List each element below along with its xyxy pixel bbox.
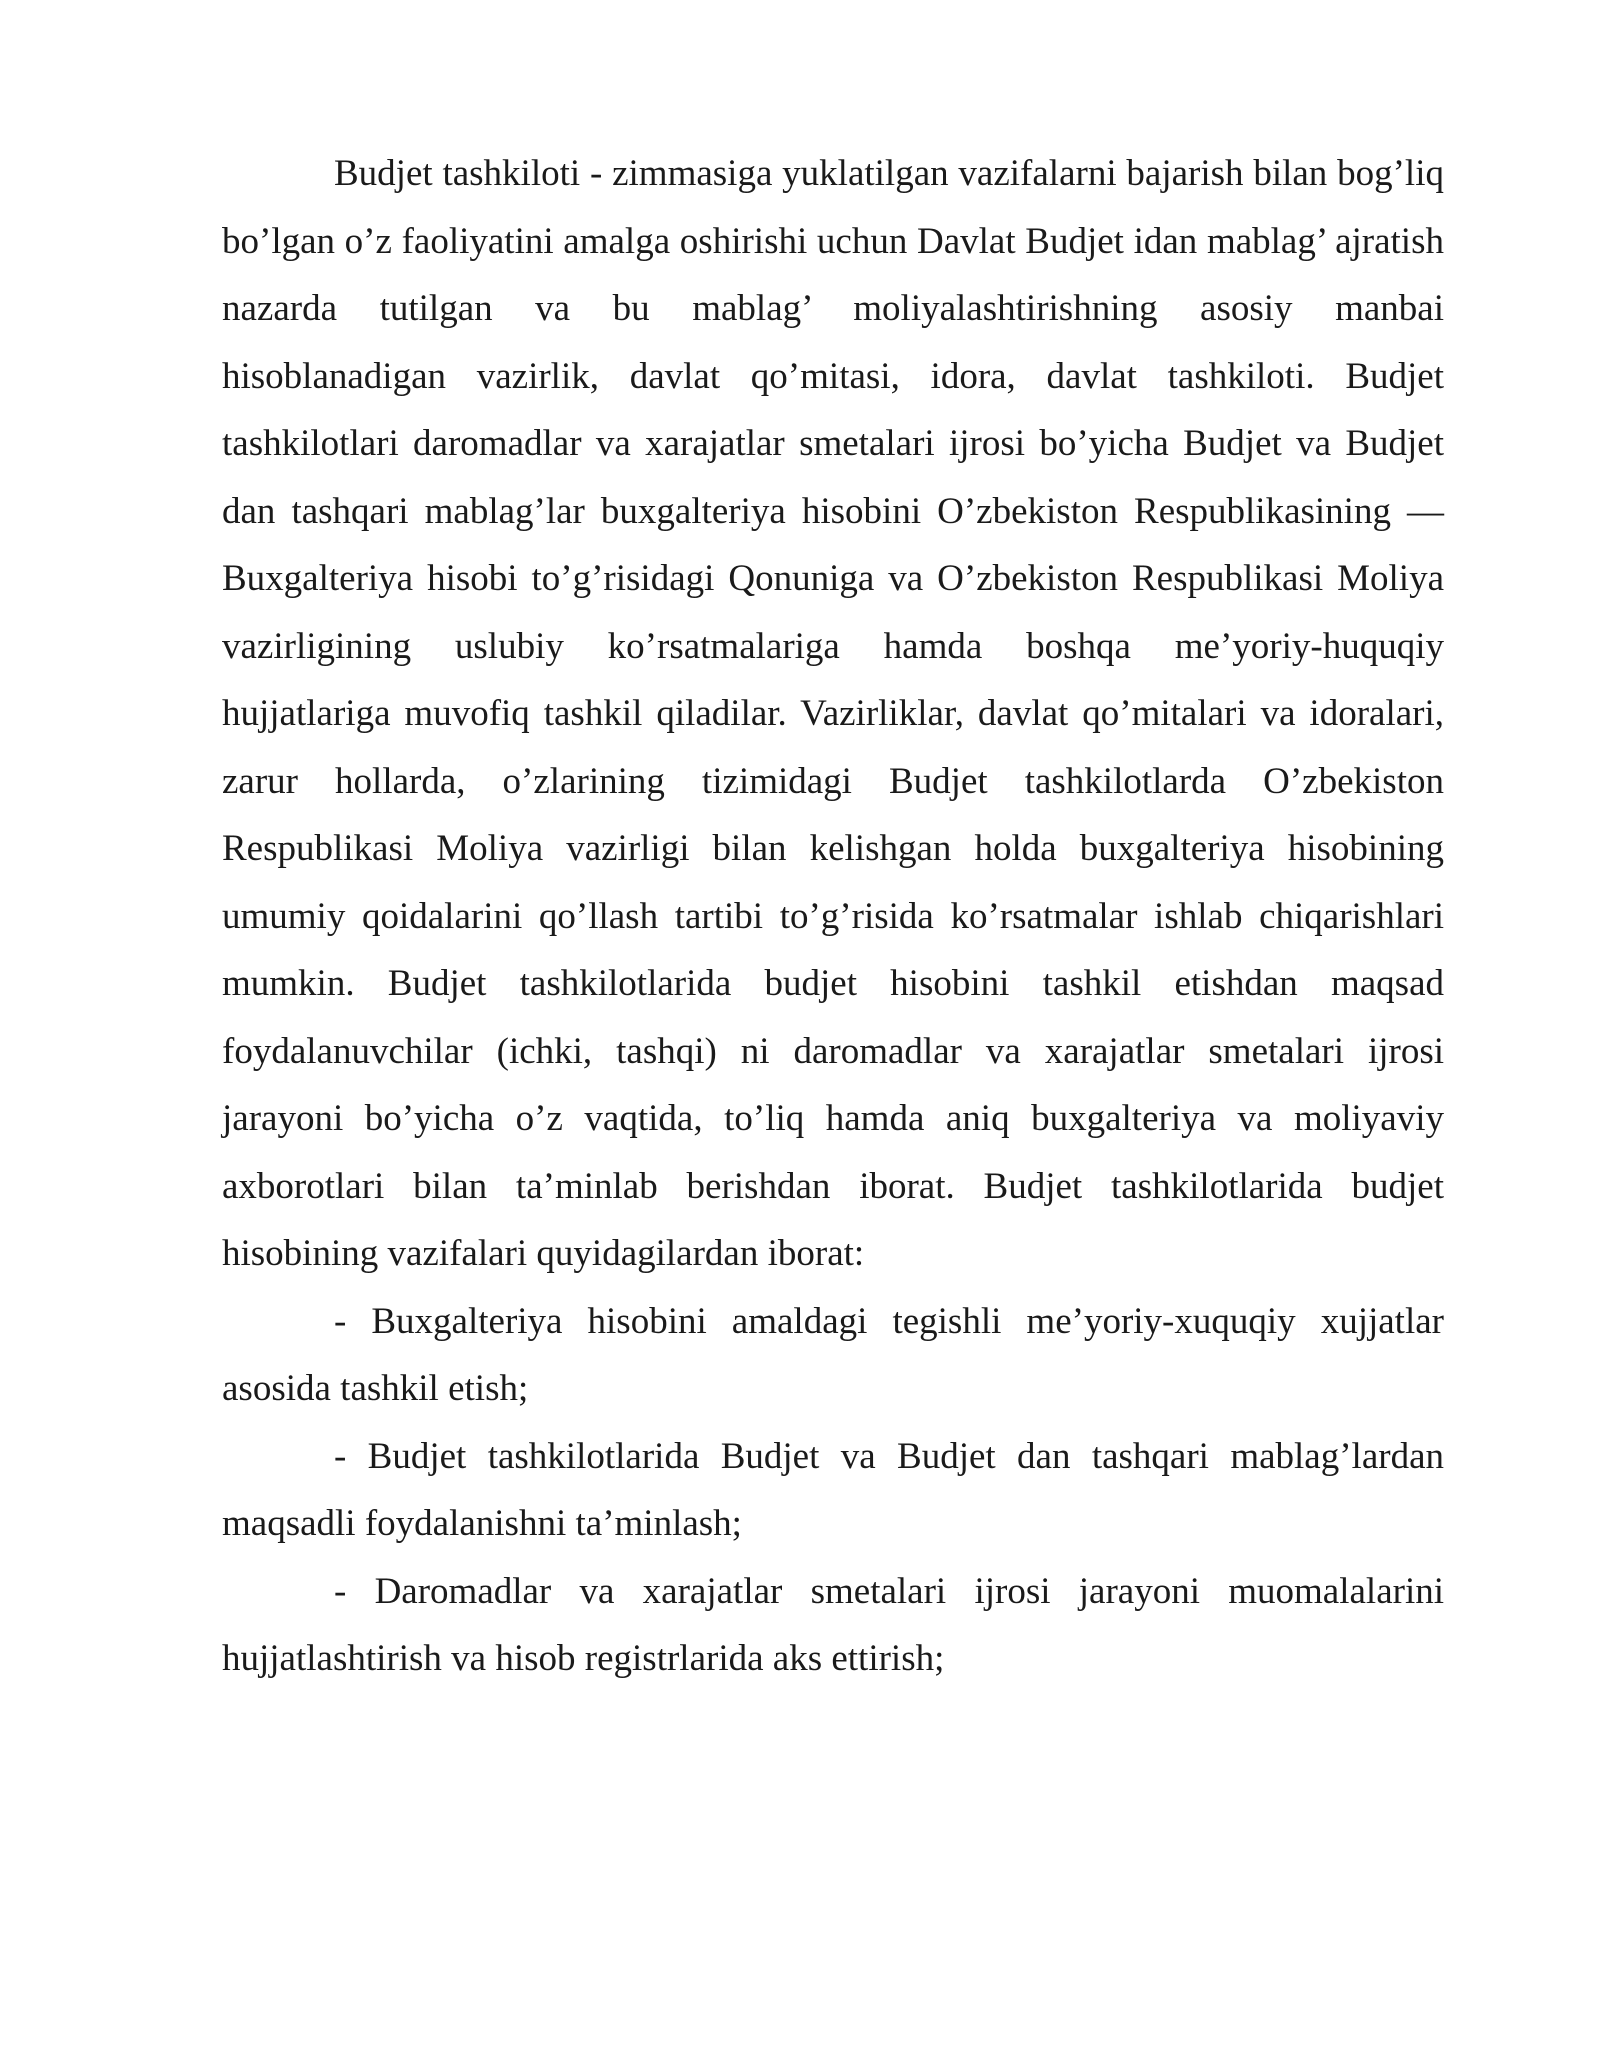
list-item: - Budjet tashkilotlarida Budjet va Budjet dan tashqari mablag’lardan maqsadli foydalanishni ta’minlash; [222, 1435, 1444, 1544]
list-item: - Daromadlar va xarajatlar smetalari ijrosi jarayoni muomalalarini hujjatlashtirish va hisob registrlarida aks ettirish; [222, 1570, 1444, 1679]
body-paragraph: Budjet tashkiloti - zimmasiga yuklatilgan vazifalarni bajarish bilan bog’liq bo’lgan o’z faoliyatini amalga oshirishi uchun Davlat Budjet idan mablag’ ajratish nazarda tutilgan va bu mablag’ moliyalashtirishning asosiy manbai hisoblanadigan vazirlik, davlat qo’mitasi, idora, davlat tashkiloti. Budjet tashkilotlari daromadlar va xarajatlar smetalari ijrosi bo’yicha Budjet va Budjet dan tashqari mablag’lar buxgalteriya hisobini O’zbekiston Respublikasining — Buxgalteriya hisobi to’g’risidagi Qonuniga va O’zbekiston Respublikasi Moliya vazirligining uslubiy ko’rsatmalariga hamda boshqa me’yoriy-huquqiy hujjatlariga muvofiq tashkil qiladilar. Vazirliklar, davlat qo’mitalari va idoralari, zarur hollarda, o’zlarining tizimidagi Budjet tashkilotlarda O’zbekiston Respublikasi Moliya vazirligi bilan kelishgan holda buxgalteriya hisobining umumiy qoidalarini qo’llash tartibi to’g’risida ko’rsatmalar ishlab chiqarishlari mumkin. Budjet tashkilotlarida budjet hisobini tashkil etishdan maqsad foydalanuvchilar (ichki, tashqi) ni daromadlar va xarajatlar smetalari ijrosi jarayoni bo’yicha o’z vaqtida, to’liq hamda aniq buxgalteriya va moliyaviy axborotlari bilan ta’minlab berishdan iborat. Budjet tashkilotlarida budjet hisobining vazifalari quyidagilardan iborat: [222, 153, 1444, 1274]
list-item: - Buxgalteriya hisobini amaldagi tegishli me’yoriy-xuquqiy xujjatlar asosida tashkil etish; [222, 1300, 1444, 1409]
document-body [222, 140, 1444, 1693]
